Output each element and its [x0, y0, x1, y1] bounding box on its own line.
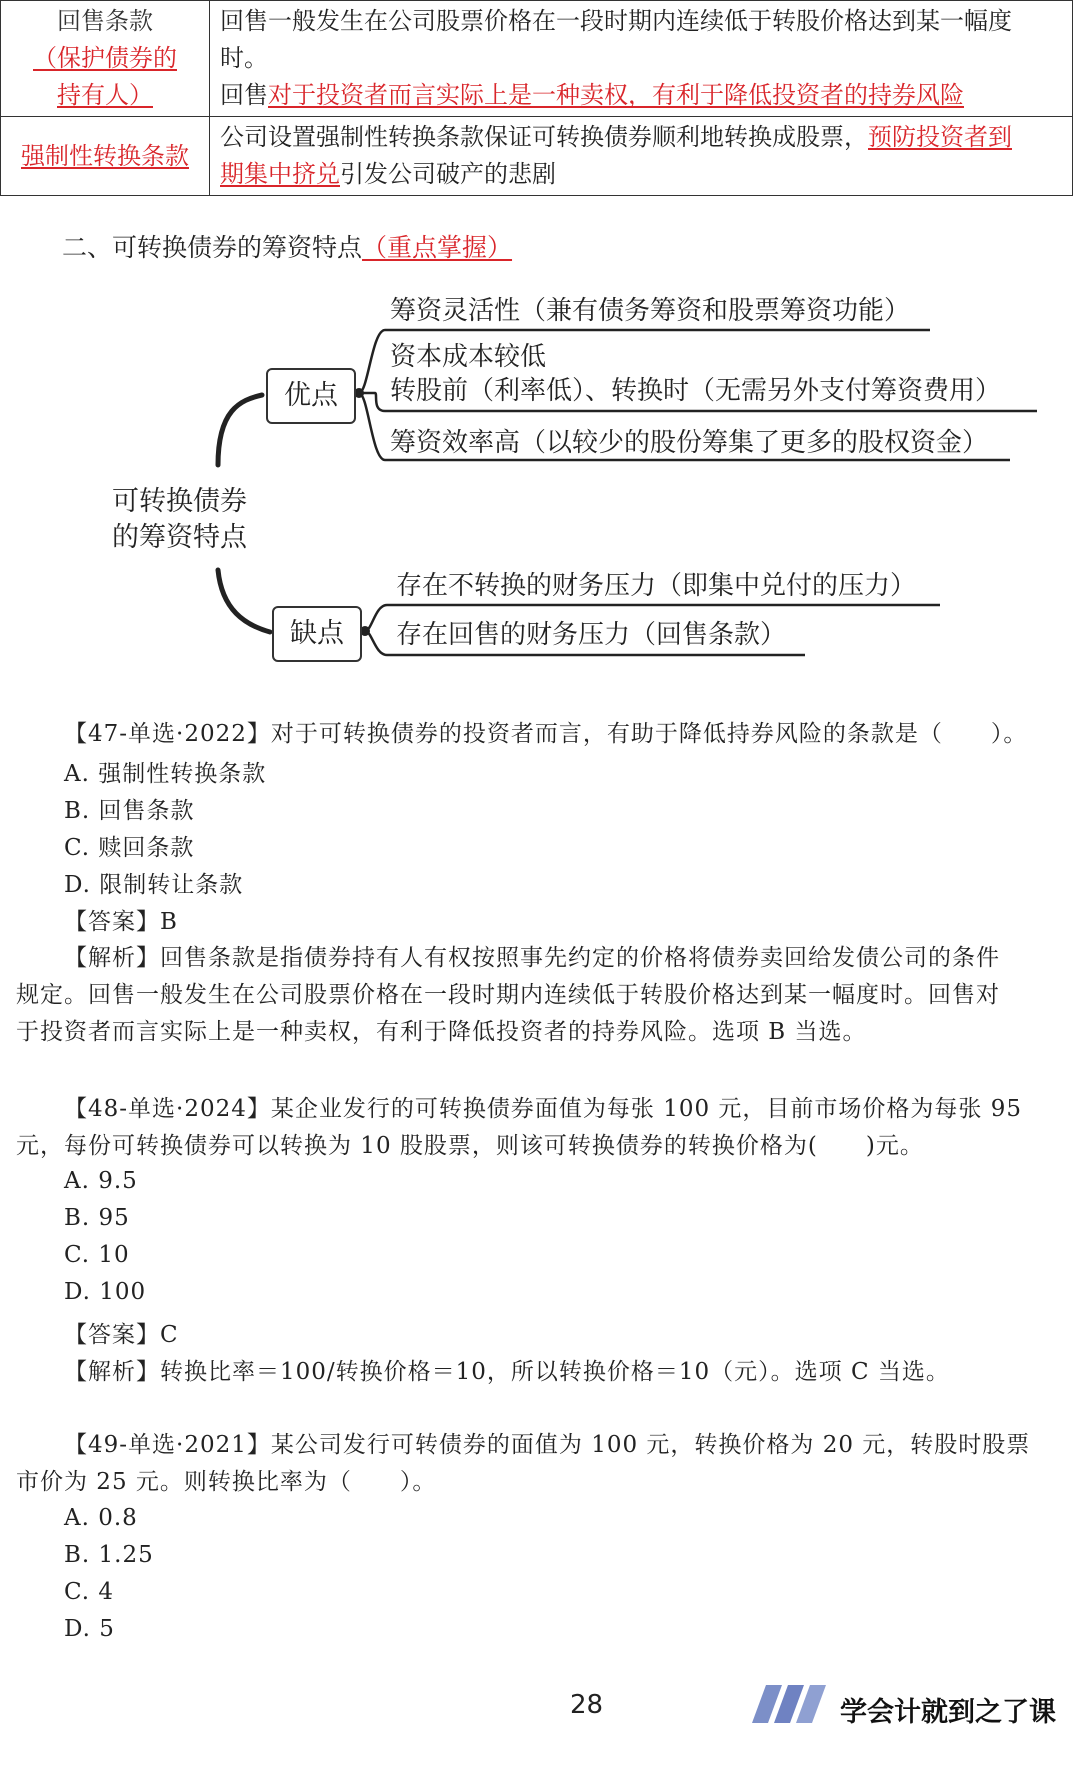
- q47-analysis-line-3: 于投资者而言实际上是一种卖权，有利于降低投资者的持券风险。选项 B 当选。: [16, 1019, 867, 1045]
- q48-option-d: D. 100: [64, 1279, 147, 1305]
- q48-stem-line-2: 元，每份可转换债券可以转换为 10 股股票，则该可转换债券的转换价格为( )元。: [16, 1133, 924, 1159]
- q47-option-d: D. 限制转让条款: [64, 872, 244, 898]
- put-desc-line-2: 时。: [220, 44, 268, 72]
- forced-desc-plain-1: 公司设置强制性转换条款保证可转换债券顺利地转换成股票，: [220, 123, 868, 151]
- table-row: [1, 1, 1073, 117]
- put-clause-note-1: （保护债券的: [33, 44, 177, 72]
- put-desc-line-1: 回售一般发生在公司股票价格在一段时期内连续低于转股价格达到某一幅度: [220, 7, 1012, 35]
- q49-option-a: A. 0.8: [64, 1505, 138, 1531]
- put-clause-key: [1, 1, 210, 117]
- put-desc-highlight: 对于投资者而言实际上是一种卖权，有利于降低投资者的持券风险: [268, 81, 964, 109]
- q48-option-a: A. 9.5: [64, 1168, 138, 1194]
- adv-leaf-flexibility: 筹资灵活性（兼有债务筹资和股票筹资功能）: [390, 296, 911, 326]
- brand-logo-icon: [752, 1683, 832, 1725]
- q47-option-a: A. 强制性转换条款: [64, 761, 267, 787]
- disadv-leaf-put-pressure: 存在回售的财务压力（回售条款）: [396, 620, 787, 650]
- q47-analysis-line-2: 规定。回售一般发生在公司股票价格在一段时期内连续低于转股价格达到某一幅度时。回售对: [16, 982, 1000, 1008]
- adv-leaf-efficiency: 筹资效率高（以较少的股份筹集了更多的股权资金）: [390, 428, 989, 458]
- mindmap-root: [112, 484, 247, 556]
- q49-option-b: B. 1.25: [64, 1542, 154, 1568]
- section-emphasis: （重点掌握）: [362, 233, 513, 262]
- put-desc-line-3: [220, 77, 1062, 114]
- q48-analysis: 【解析】转换比率＝100/转换价格＝10，所以转换价格＝10（元）。选项 C 当选。: [64, 1359, 950, 1385]
- low-cost-title: 资本成本较低: [390, 342, 547, 372]
- table-row: [1, 117, 1073, 196]
- q47-analysis: [16, 940, 1061, 1051]
- q49-stem-line-1: 【49-单选·2021】某公司发行可转债券的面值为 100 元，转换价格为 20 元，转股时股票: [64, 1432, 1031, 1458]
- q48-option-c: C. 10: [64, 1242, 130, 1268]
- clause-table: [0, 0, 1073, 196]
- forced-conversion-title: 强制性转换条款: [21, 141, 189, 170]
- q49-stem: [16, 1427, 1061, 1501]
- brand-name: 学会计就到之了课: [840, 1697, 1056, 1728]
- put-clause-title: 回售条款: [57, 7, 153, 35]
- q47-stem: [16, 716, 1061, 753]
- forced-desc-highlight-2: 期集中挤兑: [220, 160, 340, 188]
- forced-desc-highlight-1: 预防投资者到: [868, 123, 1012, 151]
- put-desc-prefix: 回售: [220, 81, 268, 109]
- q48-stem-line-1: 【48-单选·2024】某企业发行的可转换债券面值为每张 100 元，目前市场价格为每张 95: [64, 1096, 1022, 1122]
- forced-desc-plain-2: 引发公司破产的悲剧: [340, 160, 556, 188]
- adv-leaf-low-cost: [390, 340, 1001, 408]
- q47-option-c: C. 赎回条款: [64, 835, 195, 861]
- q47-option-b: B. 回售条款: [64, 798, 195, 824]
- root-line-1: 可转换债券: [112, 486, 247, 517]
- section-title: 二、可转换债券的筹资特点: [62, 233, 363, 262]
- q48-option-b: B. 95: [64, 1205, 130, 1231]
- disadv-leaf-no-conversion: 存在不转换的财务压力（即集中兑付的压力）: [396, 571, 917, 601]
- section-heading: [62, 228, 512, 264]
- q49-option-d: D. 5: [64, 1616, 115, 1642]
- low-cost-detail: 转股前（利率低）、转换时（无需另外支付筹资费用）: [390, 376, 1002, 406]
- q47-stem-text: 【47-单选·2022】对于可转换债券的投资者而言，有助于降低持券风险的条款是（ ）。: [64, 721, 1028, 747]
- q48-answer: 【答案】C: [64, 1322, 179, 1348]
- forced-conversion-key: [1, 117, 210, 196]
- q48-stem: [16, 1091, 1061, 1165]
- root-line-2: 的筹资特点: [112, 522, 247, 553]
- put-clause-note-2: 持有人）: [57, 81, 153, 109]
- put-clause-desc: [210, 1, 1073, 117]
- advantages-node: 优点: [266, 368, 356, 424]
- q47-analysis-line-1: 【解析】回售条款是指债券持有人有权按照事先约定的价格将债券卖回给发债公司的条件: [64, 945, 1000, 971]
- q49-stem-line-2: 市价为 25 元。则转换比率为（ ）。: [16, 1469, 437, 1495]
- page-number: 28: [570, 1690, 604, 1720]
- forced-conversion-desc: [210, 117, 1073, 196]
- q47-answer: 【答案】B: [64, 909, 178, 935]
- q49-option-c: C. 4: [64, 1579, 115, 1605]
- disadvantages-node: 缺点: [272, 606, 362, 662]
